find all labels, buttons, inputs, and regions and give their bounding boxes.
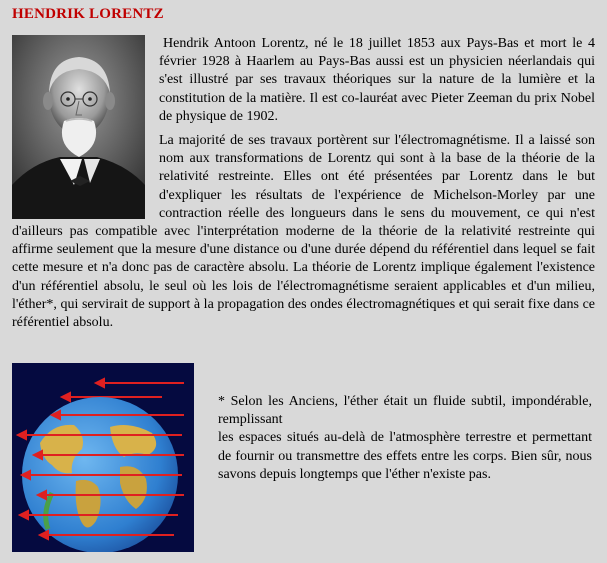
ether-footnote [218, 393, 592, 484]
page-content [12, 6, 595, 338]
bio-paragraph-2: La majorité de ses travaux portèrent sur l'électromagnétisme. Il a laissé son nom aux transformations de Lorentz qui sont à la base de la théorie de la relativité restreinte. Elles ont été présentées par Lorentz dans le but d'expliquer les résultats de l'expérience de Michelson-Morley par une contraction réelle des longueurs dans le sens du mouvement, ce qui n'est d'ailleurs pas compatible avec l'interprétation moderne de la théorie de la relativité restreinte qui affirme seulement que la mesure d'une distance ou d'une durée dépend du référentiel dans lequel se fait cette mesure et n'a donc pas de caractère absolu. La théorie de Lorentz implique également l'existence d'un référentiel absolu, le seul où les lois de l'électromagnétisme seraient applicables et d'un milieu, l'éther*, qui servirait de support à la propagation des ondes électromagnétiques et qui serait fixe dans ce référentiel absolu. [12, 133, 595, 331]
lorentz-portrait [12, 35, 145, 219]
bio-paragraph-1: Hendrik Antoon Lorentz, né le 18 juillet 1853 aux Pays-Bas et mort le 4 février 1928 à Haarlem au Pays-Bas aussi est un physicien néerlandais qui s'est illustré par ses travaux théoriques sur la nature de la lumière et la constitution de la matière. Il est co-lauréat avec Pieter Zeeman du prix Nobel de physique de 1902. [159, 36, 595, 124]
earth-ether-image [12, 363, 194, 552]
page-title: HENDRIK LORENTZ [12, 6, 164, 22]
earth-globe-graphic [12, 363, 194, 552]
footnote-line-1: * Selon les Anciens, l'éther était un fluide subtil, impondérable, remplissant [218, 394, 592, 428]
footnote-line-2: les espaces situés au-delà de l'atmosphère terrestre et permettant de fournir ou transmettre des effets entre les corps. Bien sûr, nous savons depuis longtemps que l'éther n'existe pas. [218, 430, 592, 482]
portrait-image [12, 35, 145, 219]
